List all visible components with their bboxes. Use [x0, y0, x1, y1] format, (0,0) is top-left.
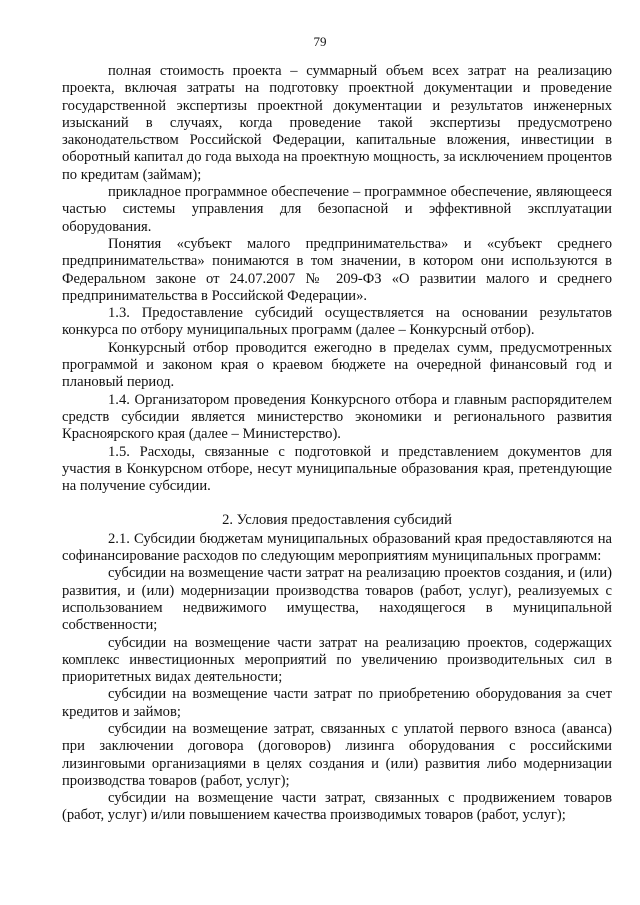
list-item-subsidy-product-promotion: субсидии на возмещение части затрат, связанных с продвижением товаров (работ, услуг) и/или повышением качества производимых товаров (работ, услуг); [62, 790, 612, 824]
list-item-subsidy-real-estate-projects: субсидии на возмещение части затрат на реализацию проектов создания, и (или) развития, и (или) модернизации производства товаров (работ, услуг), реализуемых с использованием недвижимого имущества, находящегося в муниципальной собственности; [62, 565, 612, 634]
list-item-subsidy-equipment-credit: субсидии на возмещение части затрат по приобретению оборудования за счет кредитов и займов; [62, 686, 612, 720]
paragraph-1-5: 1.5. Расходы, связанные с подготовкой и представлением документов для участия в Конкурсном отборе, несут муниципальные образования края, претендующие на получение субсидии. [62, 443, 612, 495]
page-number: 79 [313, 34, 327, 49]
paragraph-1-3: 1.3. Предоставление субсидий осуществляется на основании результатов конкурса по отбору муниципальных программ (далее – Конкурсный отбор). [62, 305, 612, 339]
paragraph-1-4: 1.4. Организатором проведения Конкурсного отбора и главным распорядителем средств субсидии является министерство экономики и регионального развития Красноярского края (далее – Министерство). [62, 391, 612, 443]
list-item-subsidy-leasing-advance: субсидии на возмещение затрат, связанных с уплатой первого взноса (аванса) при заключении договора (договоров) лизинга оборудования с российскими лизинговыми организациями в целях создания и (или) развития либо модернизации производства товаров (работ, услуг); [62, 720, 612, 789]
paragraph-2-1: 2.1. Субсидии бюджетам муниципальных образований края предоставляются на софинансирование расходов по следующим мероприятиям муниципальных программ: [62, 530, 612, 565]
list-item-subsidy-investment-projects: субсидии на возмещение части затрат на реализацию проектов, содержащих комплекс инвестиционных мероприятий по увеличению производительных сил в приоритетных видах деятельности; [62, 634, 612, 686]
section-heading: 2. Условия предоставления субсидий [222, 512, 452, 529]
paragraph-competitive-selection: Конкурсный отбор проводится ежегодно в пределах сумм, предусмотренных программой и законом края о краевом бюджете на очередной финансовый год и плановый период. [62, 339, 612, 391]
paragraph-sme-concepts: Понятия «субъект малого предпринимательства» и «субъект среднего предпринимательства» понимаются в том значении, в котором они используются в Федеральном законе от 24.07.2007 № 209-ФЗ «О развитии малого и среднего предпринимательства в Российской Федерации». [62, 235, 612, 304]
document-body [62, 63, 612, 825]
paragraph-full-cost-definition: полная стоимость проекта – суммарный объем всех затрат на реализацию проекта, включая затраты на подготовку проектной документации и проведение государственной экспертизы проектной документации и результатов инженерных изысканий в случаях, когда проведение такой экспертизы предусмотрено законодательством Российской Федерации, капитальные вложения, инвестиции в оборотный капитал до года выхода на проектную мощность, за исключением процентов по кредитам (займам); [62, 63, 612, 183]
paragraph-applied-software-definition: прикладное программное обеспечение – программное обеспечение, являющееся частью системы управления для безопасной и эффективной эксплуатации оборудования. [62, 184, 612, 235]
